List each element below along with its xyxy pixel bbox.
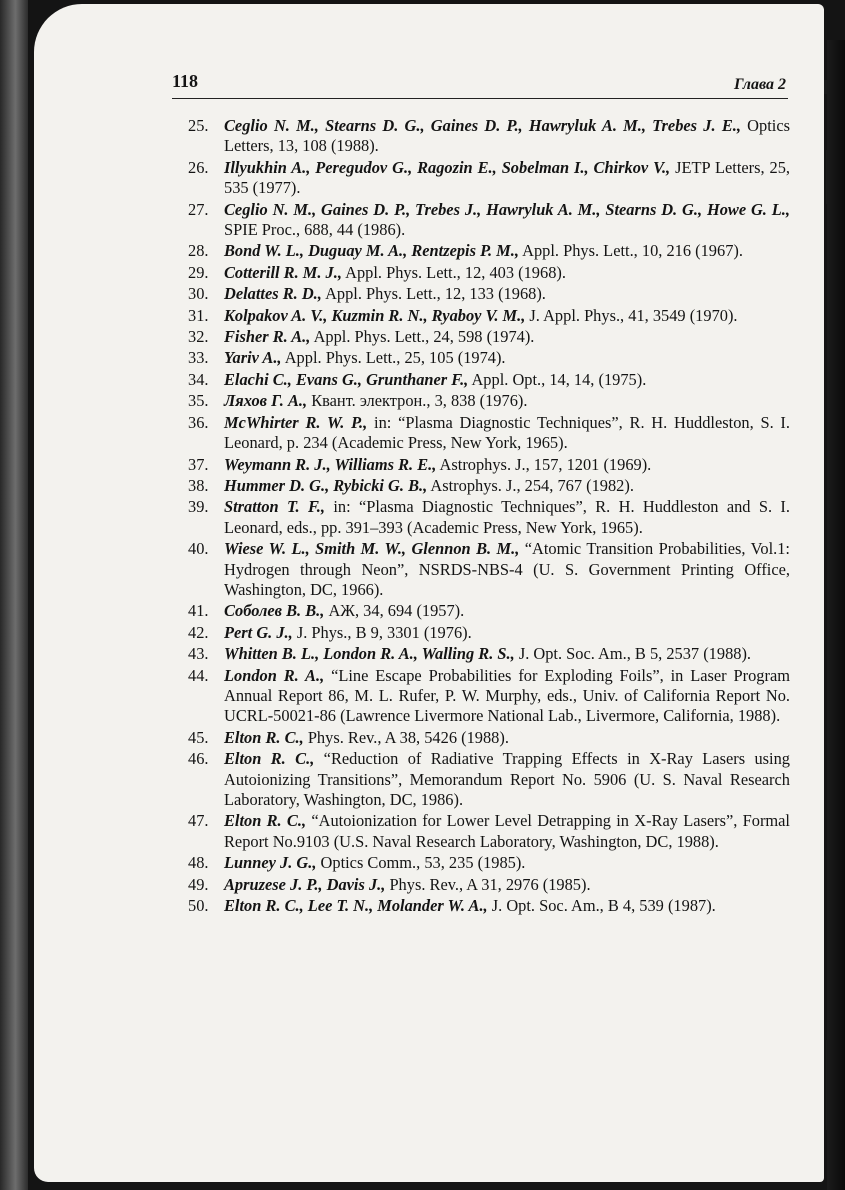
reference-text: Appl. Phys. Lett., 12, 133 (1968).	[321, 284, 546, 304]
reference-item	[188, 896, 790, 916]
reference-text: J. Opt. Soc. Am., B 5, 2537 (1988).	[514, 644, 752, 664]
reference-number: 32.	[188, 327, 209, 347]
reference-text: J. Phys., B 9, 3301 (1976).	[292, 622, 472, 642]
reference-text: JETP Letters, 25, 535 (1977).	[224, 157, 791, 198]
reference-authors: Hummer D. G., Rybicki G. B.,	[224, 475, 428, 495]
reference-text: АЖ, 34, 694 (1957).	[324, 601, 465, 621]
running-header	[172, 68, 788, 99]
reference-item	[188, 348, 790, 368]
reference-authors: Ceglio N. M., Stearns D. G., Gaines D. P., Hawryluk A. M., Trebes J. E.,	[224, 116, 741, 135]
reference-number: 27.	[188, 199, 209, 219]
reference-text: Appl. Phys. Lett., 24, 598 (1974).	[310, 327, 535, 347]
reference-authors: Elton R. C.,	[224, 727, 304, 747]
reference-number: 44.	[188, 665, 209, 685]
reference-authors: Wiese W. L., Smith M. W., Glennon B. M.,	[224, 539, 520, 559]
reference-number: 25.	[188, 116, 209, 135]
reference-number: 46.	[188, 749, 209, 769]
reference-number: 50.	[188, 896, 209, 916]
reference-number: 36.	[188, 412, 209, 432]
reference-number: 29.	[188, 262, 209, 282]
reference-number: 40.	[188, 539, 209, 559]
reference-text: “Autoionization for Lower Level Detrapping in X-Ray Lasers”, Formal Report No.9103 (U.S. Naval Research Laboratory, Washington, DC, 1988).	[224, 811, 790, 851]
reference-number: 39.	[188, 497, 209, 517]
reference-authors: Fisher R. A.,	[224, 327, 311, 347]
reference-text: Appl. Phys. Lett., 25, 105 (1974).	[281, 348, 506, 368]
scan-mark	[826, 150, 829, 204]
reference-item	[188, 623, 790, 643]
reference-number: 45.	[188, 727, 209, 747]
reference-authors: Соболев В. В.,	[224, 601, 325, 621]
reference-item	[188, 811, 790, 852]
reference-number: 47.	[188, 811, 209, 831]
reference-item	[188, 413, 790, 454]
reference-authors: Yariv A.,	[224, 348, 282, 368]
reference-number: 41.	[188, 601, 209, 621]
reference-item	[188, 284, 790, 304]
reference-number: 49.	[188, 874, 209, 894]
reference-item	[188, 644, 790, 664]
reference-number: 42.	[188, 622, 209, 642]
reference-authors: Stratton T. F.,	[224, 497, 325, 517]
reference-authors: McWhirter R. W. P.,	[224, 412, 368, 432]
reference-text: “Reduction of Radiative Trapping Effects in X-Ray Lasers using Autoionizing Transitions”, Memorandum Report No. 5906 (U. S. Naval Research Laboratory, Washington, DC, 1986).	[224, 749, 790, 809]
reference-number: 28.	[188, 241, 209, 261]
reference-item	[188, 455, 790, 475]
reference-item	[188, 391, 790, 411]
reference-number: 30.	[188, 284, 209, 304]
reference-number: 35.	[188, 391, 209, 411]
reference-text: “Atomic Transition Probabilities, Vol.1: Hydrogen through Neon”, NSRDS-NBS-4 (U. S. Government Printing Office, Washington, DC, 1966).	[224, 539, 790, 599]
reference-authors: Pert G. J.,	[224, 622, 293, 642]
reference-item	[188, 241, 790, 261]
reference-text: Квант. электрон., 3, 838 (1976).	[307, 391, 528, 411]
reference-item	[188, 601, 790, 621]
reference-number: 34.	[188, 369, 209, 389]
reference-authors: Apruzese J. P., Davis J.,	[224, 874, 386, 894]
page-number: 118	[172, 71, 199, 91]
reference-text: in: “Plasma Diagnostic Techniques”, R. H. Huddleston, S. I. Leonard, p. 234 (Academic Press, New York, 1965).	[224, 412, 790, 453]
reference-authors: Whitten B. L., London R. A., Walling R. S.,	[224, 644, 515, 664]
reference-number: 38.	[188, 475, 209, 495]
reference-item	[188, 875, 790, 895]
chapter-title: Глава 2	[733, 76, 786, 93]
reference-authors: Elachi C., Evans G., Grunthaner F.,	[224, 369, 469, 389]
reference-item	[188, 749, 790, 810]
reference-authors: Cotterill R. M. J.,	[224, 262, 342, 282]
reference-number: 31.	[188, 305, 209, 325]
scan-shadow-right	[827, 40, 845, 1190]
reference-authors: Lunney J. G.,	[224, 853, 317, 873]
reference-authors: Elton R. C.,	[224, 749, 315, 769]
reference-item	[188, 476, 790, 496]
reference-authors: Elton R. C.,	[224, 811, 307, 831]
reference-authors: Ляхов Г. А.,	[224, 391, 308, 411]
reference-authors: Delattes R. D.,	[224, 284, 322, 304]
reference-number: 37.	[188, 454, 209, 474]
reference-item	[188, 327, 790, 347]
reference-text: in: “Plasma Diagnostic Techniques”, R. H. Huddleston and S. I. Leonard, eds., pp. 391–393 (Academic Press, New York, 1965).	[224, 497, 790, 537]
reference-item	[188, 116, 790, 157]
reference-text: Appl. Phys. Lett., 12, 403 (1968).	[341, 262, 566, 282]
reference-text: Astrophys. J., 254, 767 (1982).	[427, 475, 634, 495]
scan-mark	[824, 80, 827, 94]
reference-text: Appl. Phys. Lett., 10, 216 (1967).	[518, 241, 743, 261]
reference-item	[188, 158, 790, 199]
reference-authors: Elton R. C., Lee T. N., Molander W. A.,	[224, 896, 488, 916]
reference-authors: London R. A.,	[224, 665, 325, 685]
reference-item	[188, 497, 790, 538]
reference-item	[188, 263, 790, 283]
reference-authors: Ceglio N. M., Gaines D. P., Trebes J., Hawryluk A. M., Stearns D. G., Howe G. L.,	[224, 199, 790, 219]
reference-text: J. Appl. Phys., 41, 3549 (1970).	[525, 305, 738, 325]
reference-authors: Bond W. L., Duguay M. A., Rentzepis P. M.,	[224, 241, 519, 261]
reference-text: Optics Comm., 53, 235 (1985).	[316, 853, 526, 873]
reference-item	[188, 306, 790, 326]
reference-text: Appl. Opt., 14, 14, (1975).	[468, 369, 647, 389]
reference-item	[188, 666, 790, 727]
reference-number: 48.	[188, 853, 209, 873]
reference-item	[188, 728, 790, 748]
reference-text: Astrophys. J., 157, 1201 (1969).	[436, 454, 652, 474]
reference-text: “Line Escape Probabilities for Exploding Foils”, in Laser Program Annual Report 86, M. L. Rufer, P. W. Murphy, eds., Univ. of California Report No. UCRL-50021-86 (Lawrence Livermore National Lab., Livermore, California, 1988).	[224, 665, 790, 726]
reference-item	[188, 539, 790, 600]
reference-text: SPIE Proc., 688, 44 (1986).	[224, 220, 406, 240]
scan-shadow-left	[0, 0, 28, 1190]
reference-authors: Kolpakov A. V., Kuzmin R. N., Ryaboy V. M.,	[224, 305, 526, 325]
reference-item	[188, 200, 790, 241]
reference-number: 33.	[188, 348, 209, 368]
reference-item	[188, 853, 790, 873]
reference-text: Optics Letters, 13, 108 (1988).	[224, 116, 790, 156]
reference-number: 43.	[188, 644, 209, 664]
reference-number: 26.	[188, 157, 209, 177]
reference-list	[188, 116, 790, 917]
reference-authors: Illyukhin A., Peregudov G., Ragozin E., Sobelman I., Chirkov V.,	[224, 157, 671, 177]
reference-text: Phys. Rev., A 31, 2976 (1985).	[385, 874, 591, 894]
reference-text: J. Opt. Soc. Am., B 4, 539 (1987).	[487, 896, 716, 916]
reference-item	[188, 370, 790, 390]
reference-text: Phys. Rev., A 38, 5426 (1988).	[303, 727, 509, 747]
reference-authors: Weymann R. J., Williams R. E.,	[224, 454, 437, 474]
scan-mark	[826, 1040, 829, 1130]
